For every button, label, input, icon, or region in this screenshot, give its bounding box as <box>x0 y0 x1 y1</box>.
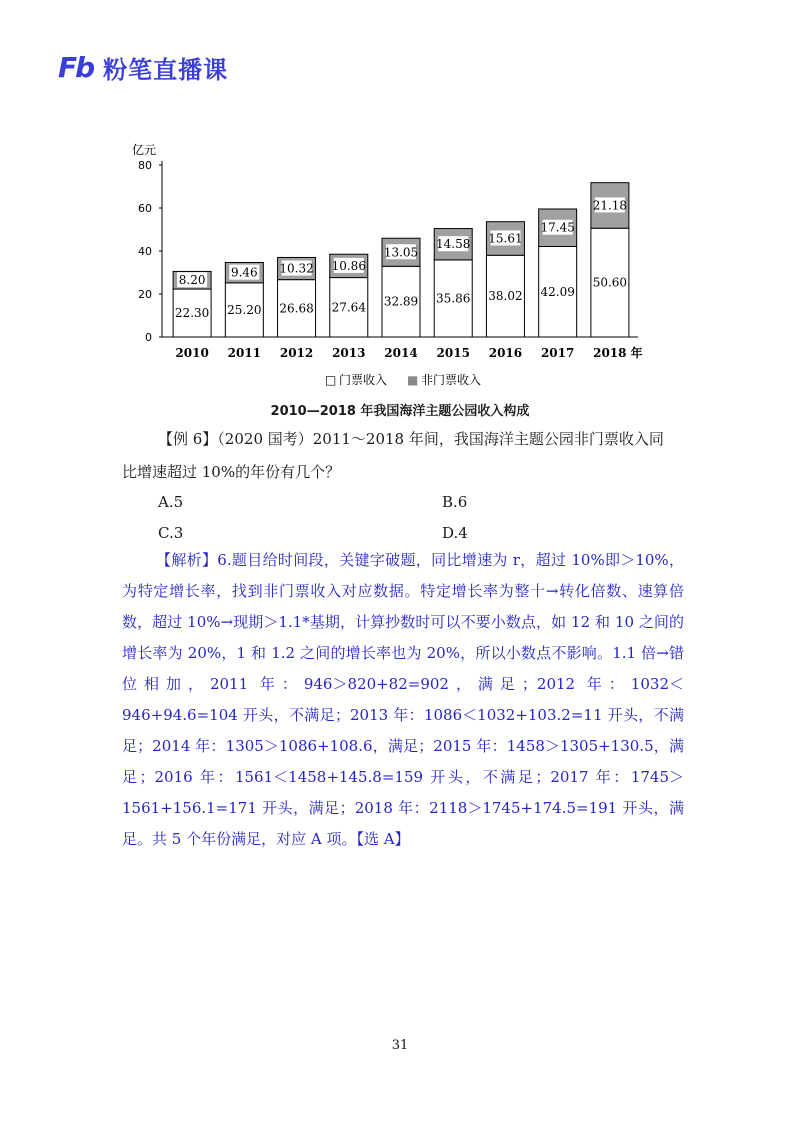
data-label-ticket: 26.68 <box>279 301 314 316</box>
data-label-non-ticket: 14.58 <box>436 237 471 252</box>
data-label-ticket: 32.89 <box>383 294 419 309</box>
question-block <box>122 423 682 489</box>
x-tick-label: 2015 <box>436 346 470 360</box>
option-a: A.5 <box>158 493 184 511</box>
x-tick-label: 2016 <box>488 346 523 360</box>
x-tick-label: 2018 年 <box>593 346 643 360</box>
legend-non-ticket-label: 非门票收入 <box>421 373 482 387</box>
answer-explanation: 【解析】6.题目给时间段，关键字破题，同比增速为 r，超过 10%即＞10%，为特定增长率，找到非门票收入对应数据。特定增长率为整十→转化倍数、速算倍数，超过 10%→现期＞1.1*基期，计算抄数时可以不要小数点，如 12 和 10 之间的增长率为 20%，1 和 1.2 之间的增长率也为 20%，所以小数点不影响。1.1 倍→错位相加，2011 年：946＞820+82=902，满足；2012 年：1032＜946+94.6=104 开头，不满足；2013 年：1086＜1032+103.2=11 开头，不满足；2014 年：1305＞1086+108.6，满足；2015 年：1458＞1305+130.5，满足；2016 年：1561＜1458+145.8=159 开头，不满足；2017 年：1745＞1561+156.1=171 开头，满足；2018 年：2118＞1745+174.5=191 开头，满足。共 5 个年份满足，对应 A 项。【选 A】 <box>122 551 684 848</box>
data-label-non-ticket: 9.46 <box>230 265 258 280</box>
y-tick-label: 0 <box>145 331 152 344</box>
legend-non-ticket-marker: ■ <box>407 373 419 387</box>
question-line-2: 比增速超过 10%的年份有几个？ <box>122 463 341 481</box>
data-label-non-ticket: 21.18 <box>592 198 628 213</box>
legend-ticket-label: 门票收入 <box>339 373 388 387</box>
data-label-ticket: 38.02 <box>488 289 523 304</box>
data-label-ticket: 25.20 <box>227 302 262 317</box>
x-tick-label: 2017 <box>540 346 575 360</box>
y-tick-label: 60 <box>138 202 152 215</box>
page-number: 31 <box>391 1038 409 1053</box>
logo-mark-icon: Fb <box>58 51 94 84</box>
data-label-non-ticket: 17.45 <box>540 220 575 235</box>
y-tick-label: 40 <box>138 245 152 258</box>
option-d: D.4 <box>442 524 468 542</box>
legend-ticket-marker: □ <box>325 373 337 387</box>
data-label-ticket: 50.60 <box>592 275 628 290</box>
y-axis-label: 亿元 <box>131 143 156 157</box>
data-label-non-ticket: 10.86 <box>331 258 366 273</box>
x-tick-label: 2010 <box>175 346 209 360</box>
data-label-non-ticket: 13.05 <box>383 245 419 260</box>
x-tick-label: 2011 <box>227 346 262 360</box>
y-tick-label: 80 <box>138 159 152 172</box>
x-tick-label: 2013 <box>332 346 366 360</box>
data-label-non-ticket: 15.61 <box>488 231 523 246</box>
x-tick-label: 2014 <box>384 346 418 360</box>
logo-text: 粉笔直播课 <box>103 56 229 84</box>
y-tick-label: 20 <box>138 288 152 301</box>
data-label-non-ticket: 10.32 <box>279 261 314 276</box>
data-label-ticket: 42.09 <box>540 284 575 299</box>
data-label-ticket: 27.64 <box>331 300 366 315</box>
option-b: B.6 <box>442 493 468 511</box>
data-label-ticket: 22.30 <box>174 306 210 321</box>
chart-title: 2010—2018 年我国海洋主题公园收入构成 <box>270 404 530 419</box>
brand-logo <box>58 50 228 85</box>
option-c: C.3 <box>158 524 184 542</box>
x-tick-label: 2012 <box>279 346 314 360</box>
data-label-ticket: 35.86 <box>436 291 471 306</box>
stacked-bar-chart <box>120 140 680 400</box>
data-label-non-ticket: 8.20 <box>178 273 206 288</box>
question-line-1: 【例 6】（2020 国考）2011～2018 年间，我国海洋主题公园非门票收入同 <box>158 430 664 448</box>
